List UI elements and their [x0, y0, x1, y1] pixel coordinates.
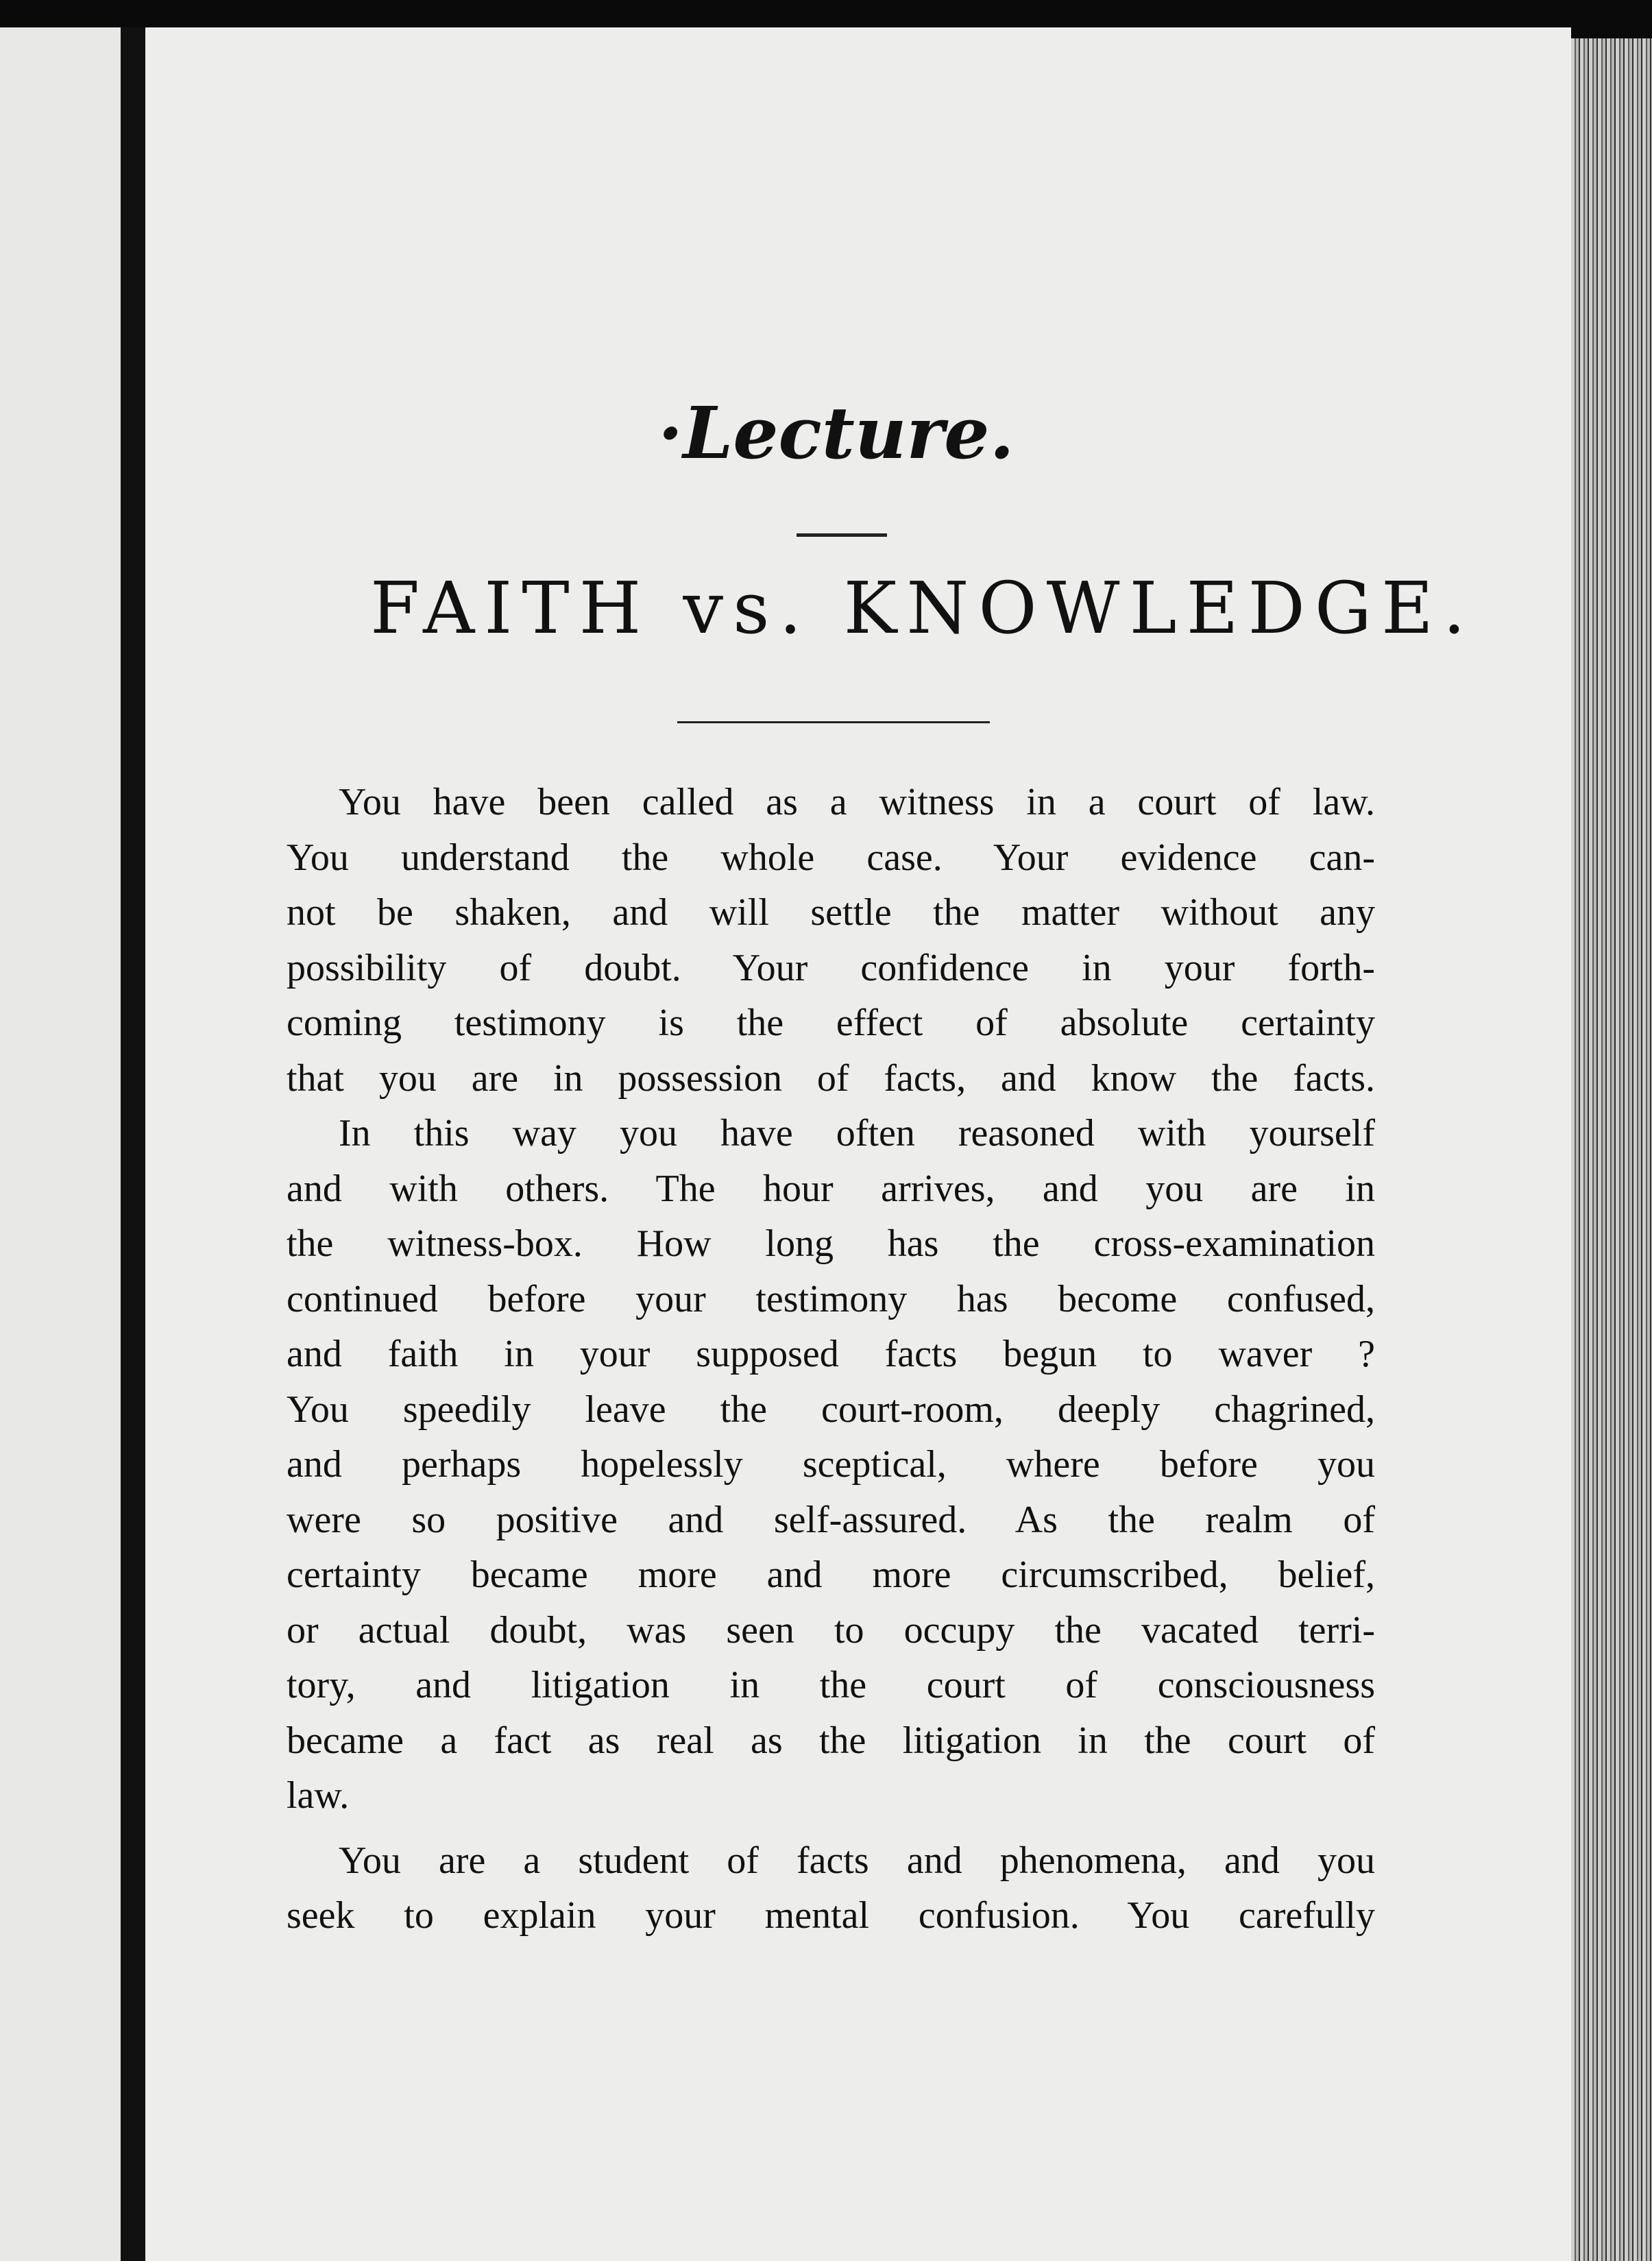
- short-rule: [797, 533, 887, 537]
- lecture-heading: ·Lecture.: [658, 391, 1015, 475]
- text-line: You understand the whole case. Your evidence can-: [287, 836, 1375, 879]
- text-line: In this way you have often reasoned with yourself: [339, 1112, 1375, 1154]
- text-line: were so positive and self-assured. As the realm of: [287, 1498, 1375, 1541]
- text-line: You have been called as a witness in a court of law.: [339, 781, 1375, 823]
- paragraph-2: [287, 1106, 1375, 1824]
- text-line: possibility of doubt. Your confidence in your forth-: [287, 946, 1375, 989]
- text-line: continued before your testimony has become confused,: [287, 1277, 1375, 1320]
- text-line: or actual doubt, was seen to occupy the vacated terri-: [287, 1608, 1375, 1652]
- paragraph-3: [287, 1833, 1375, 1944]
- text-line: and with others. The hour arrives, and you are in: [287, 1167, 1375, 1210]
- page-edges: [1571, 38, 1652, 2261]
- paragraph-1: [287, 775, 1375, 1106]
- text-line: and faith in your supposed facts begun to waver ?: [287, 1333, 1375, 1375]
- text-line: that you are in possession of facts, and know the facts.: [287, 1056, 1375, 1100]
- lecture-title: FAITH vs. KNOWLEDGE.: [370, 566, 1475, 650]
- title-rule: [677, 721, 990, 723]
- body-text: [287, 775, 1375, 1944]
- text-line: law.: [287, 1774, 350, 1817]
- text-line: coming testimony is the effect of absolute certainty: [287, 1002, 1375, 1044]
- facing-page-edge: [0, 27, 121, 2261]
- text-line: seek to explain your mental confusion. You carefully: [287, 1894, 1375, 1937]
- book-spine: [121, 27, 145, 2261]
- text-line: not be shaken, and will settle the matter without any: [287, 891, 1375, 934]
- text-line: the witness-box. How long has the cross-examination: [287, 1222, 1375, 1265]
- text-line: and perhaps hopelessly sceptical, where before you: [287, 1443, 1375, 1486]
- text-line: certainty became more and more circumscribed, belief,: [287, 1553, 1375, 1596]
- text-line: became a fact as real as the litigation in the court of: [287, 1719, 1375, 1762]
- paragraph-gap: [287, 1824, 1375, 1833]
- text-line: tory, and litigation in the court of consciousness: [287, 1664, 1375, 1706]
- text-line: You are a student of facts and phenomena, and you: [339, 1839, 1375, 1882]
- text-line: You speedily leave the court-room, deeply chagrined,: [287, 1388, 1375, 1431]
